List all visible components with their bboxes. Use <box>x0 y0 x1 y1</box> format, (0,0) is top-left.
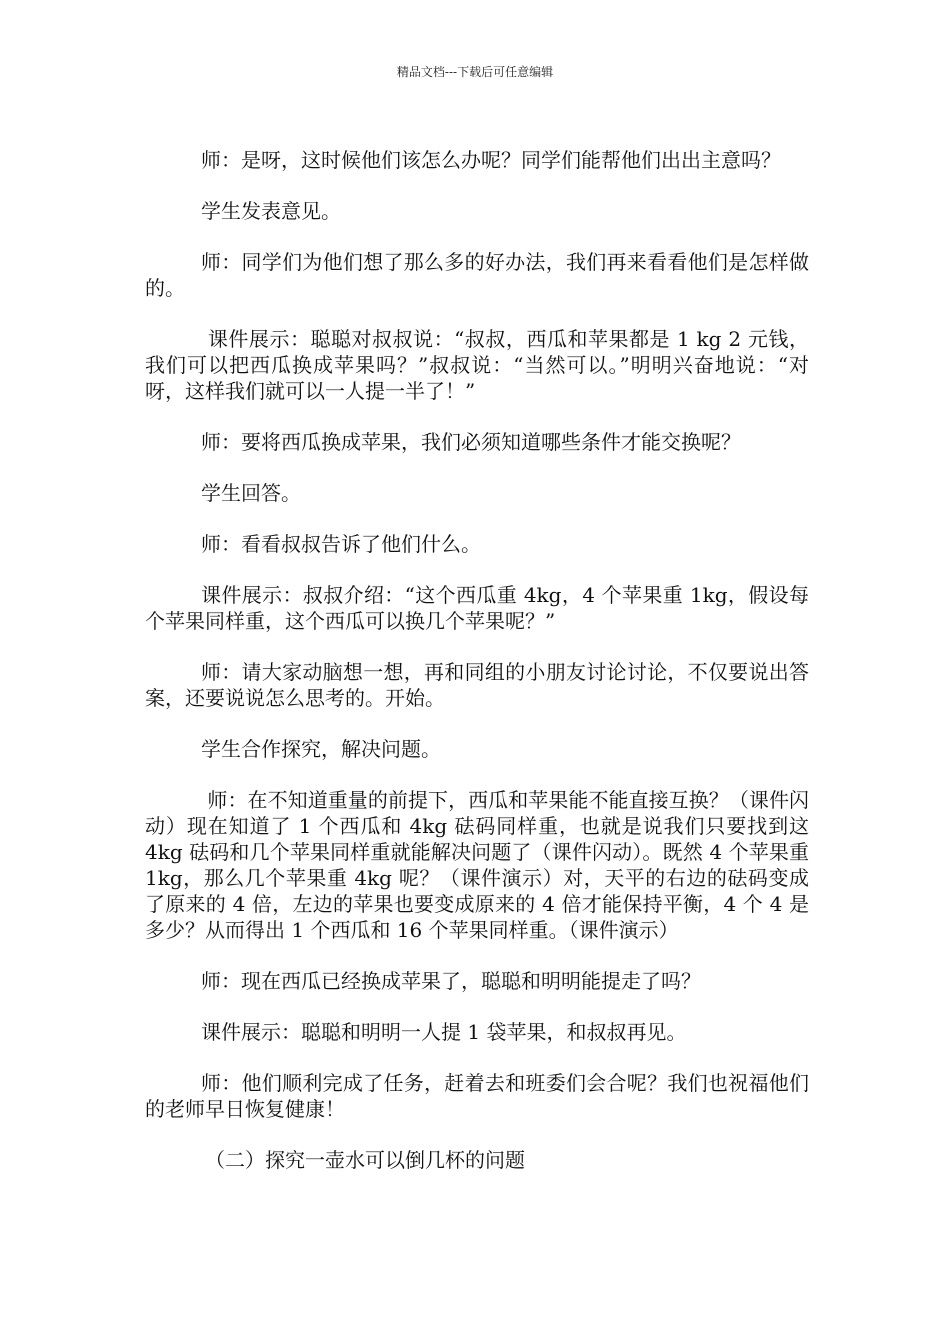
paragraph: 师：要将西瓜换成苹果，我们必须知道哪些条件才能交换呢？ <box>201 430 741 454</box>
paragraph: 学生发表意见。 <box>201 199 341 223</box>
paragraph: 学生回答。 <box>201 481 301 505</box>
paragraph: 师：请大家动脑想一想，再和同组的小朋友讨论讨论，不仅要说出答案，还要说说怎么思考的。开始。 <box>145 660 809 710</box>
paragraph: 师：他们顺利完成了任务，赶着去和班委们会合呢？我们也祝福他们的老师早日恢复健康！ <box>145 1071 809 1121</box>
page-header: 精品文档---下载后可任意编辑 <box>396 65 554 79</box>
paragraph: 师：看看叔叔告诉了他们什么。 <box>201 532 481 556</box>
paragraph: 学生合作探究，解决问题。 <box>201 737 441 761</box>
section-heading: （二）探究一壶水可以倒几杯的问题 <box>205 1148 525 1172</box>
paragraph: 课件展示：聪聪和明明一人提 1 袋苹果，和叔叔再见。 <box>201 1020 687 1044</box>
paragraph: 课件展示：叔叔介绍：“这个西瓜重 4kg，4 个苹果重 1kg，假设每个苹果同样重，这个西瓜可以换几个苹果呢？” <box>145 583 809 633</box>
paragraph: 师：是呀，这时候他们该怎么办呢？同学们能帮他们出出主意吗？ <box>201 148 781 172</box>
paragraph: 师：同学们为他们想了那么多的好办法，我们再来看看他们是怎样做的。 <box>145 250 809 300</box>
paragraph: 师：在不知道重量的前提下，西瓜和苹果能不能直接互换？（课件闪动）现在知道了 1 个西瓜和 4kg 砝码同样重，也就是说我们只要找到这 4kg 砝码和几个苹果同样重就能解决问题了（课件闪动）。既然 4 个苹果重 1kg，那么几个苹果重 4kg 呢？（课件演示）对，天平的右边的砝码变成了原来的 4 倍，左边的苹果也要变成原来的 4 倍才能保持平衡，4 个 4 是多少？从而得出 1 个西瓜和 16 个苹果同样重。（课件演示） <box>145 788 816 942</box>
document-body <box>145 147 816 1198</box>
paragraph: 课件展示：聪聪对叔叔说：“叔叔，西瓜和苹果都是 1 kg 2 元钱，我们可以把西瓜换成苹果吗？”叔叔说：“当然可以。”明明兴奋地说：“对呀，这样我们就可以一人提一半了！” <box>145 327 810 403</box>
paragraph: 师：现在西瓜已经换成苹果了，聪聪和明明能提走了吗？ <box>201 969 701 993</box>
